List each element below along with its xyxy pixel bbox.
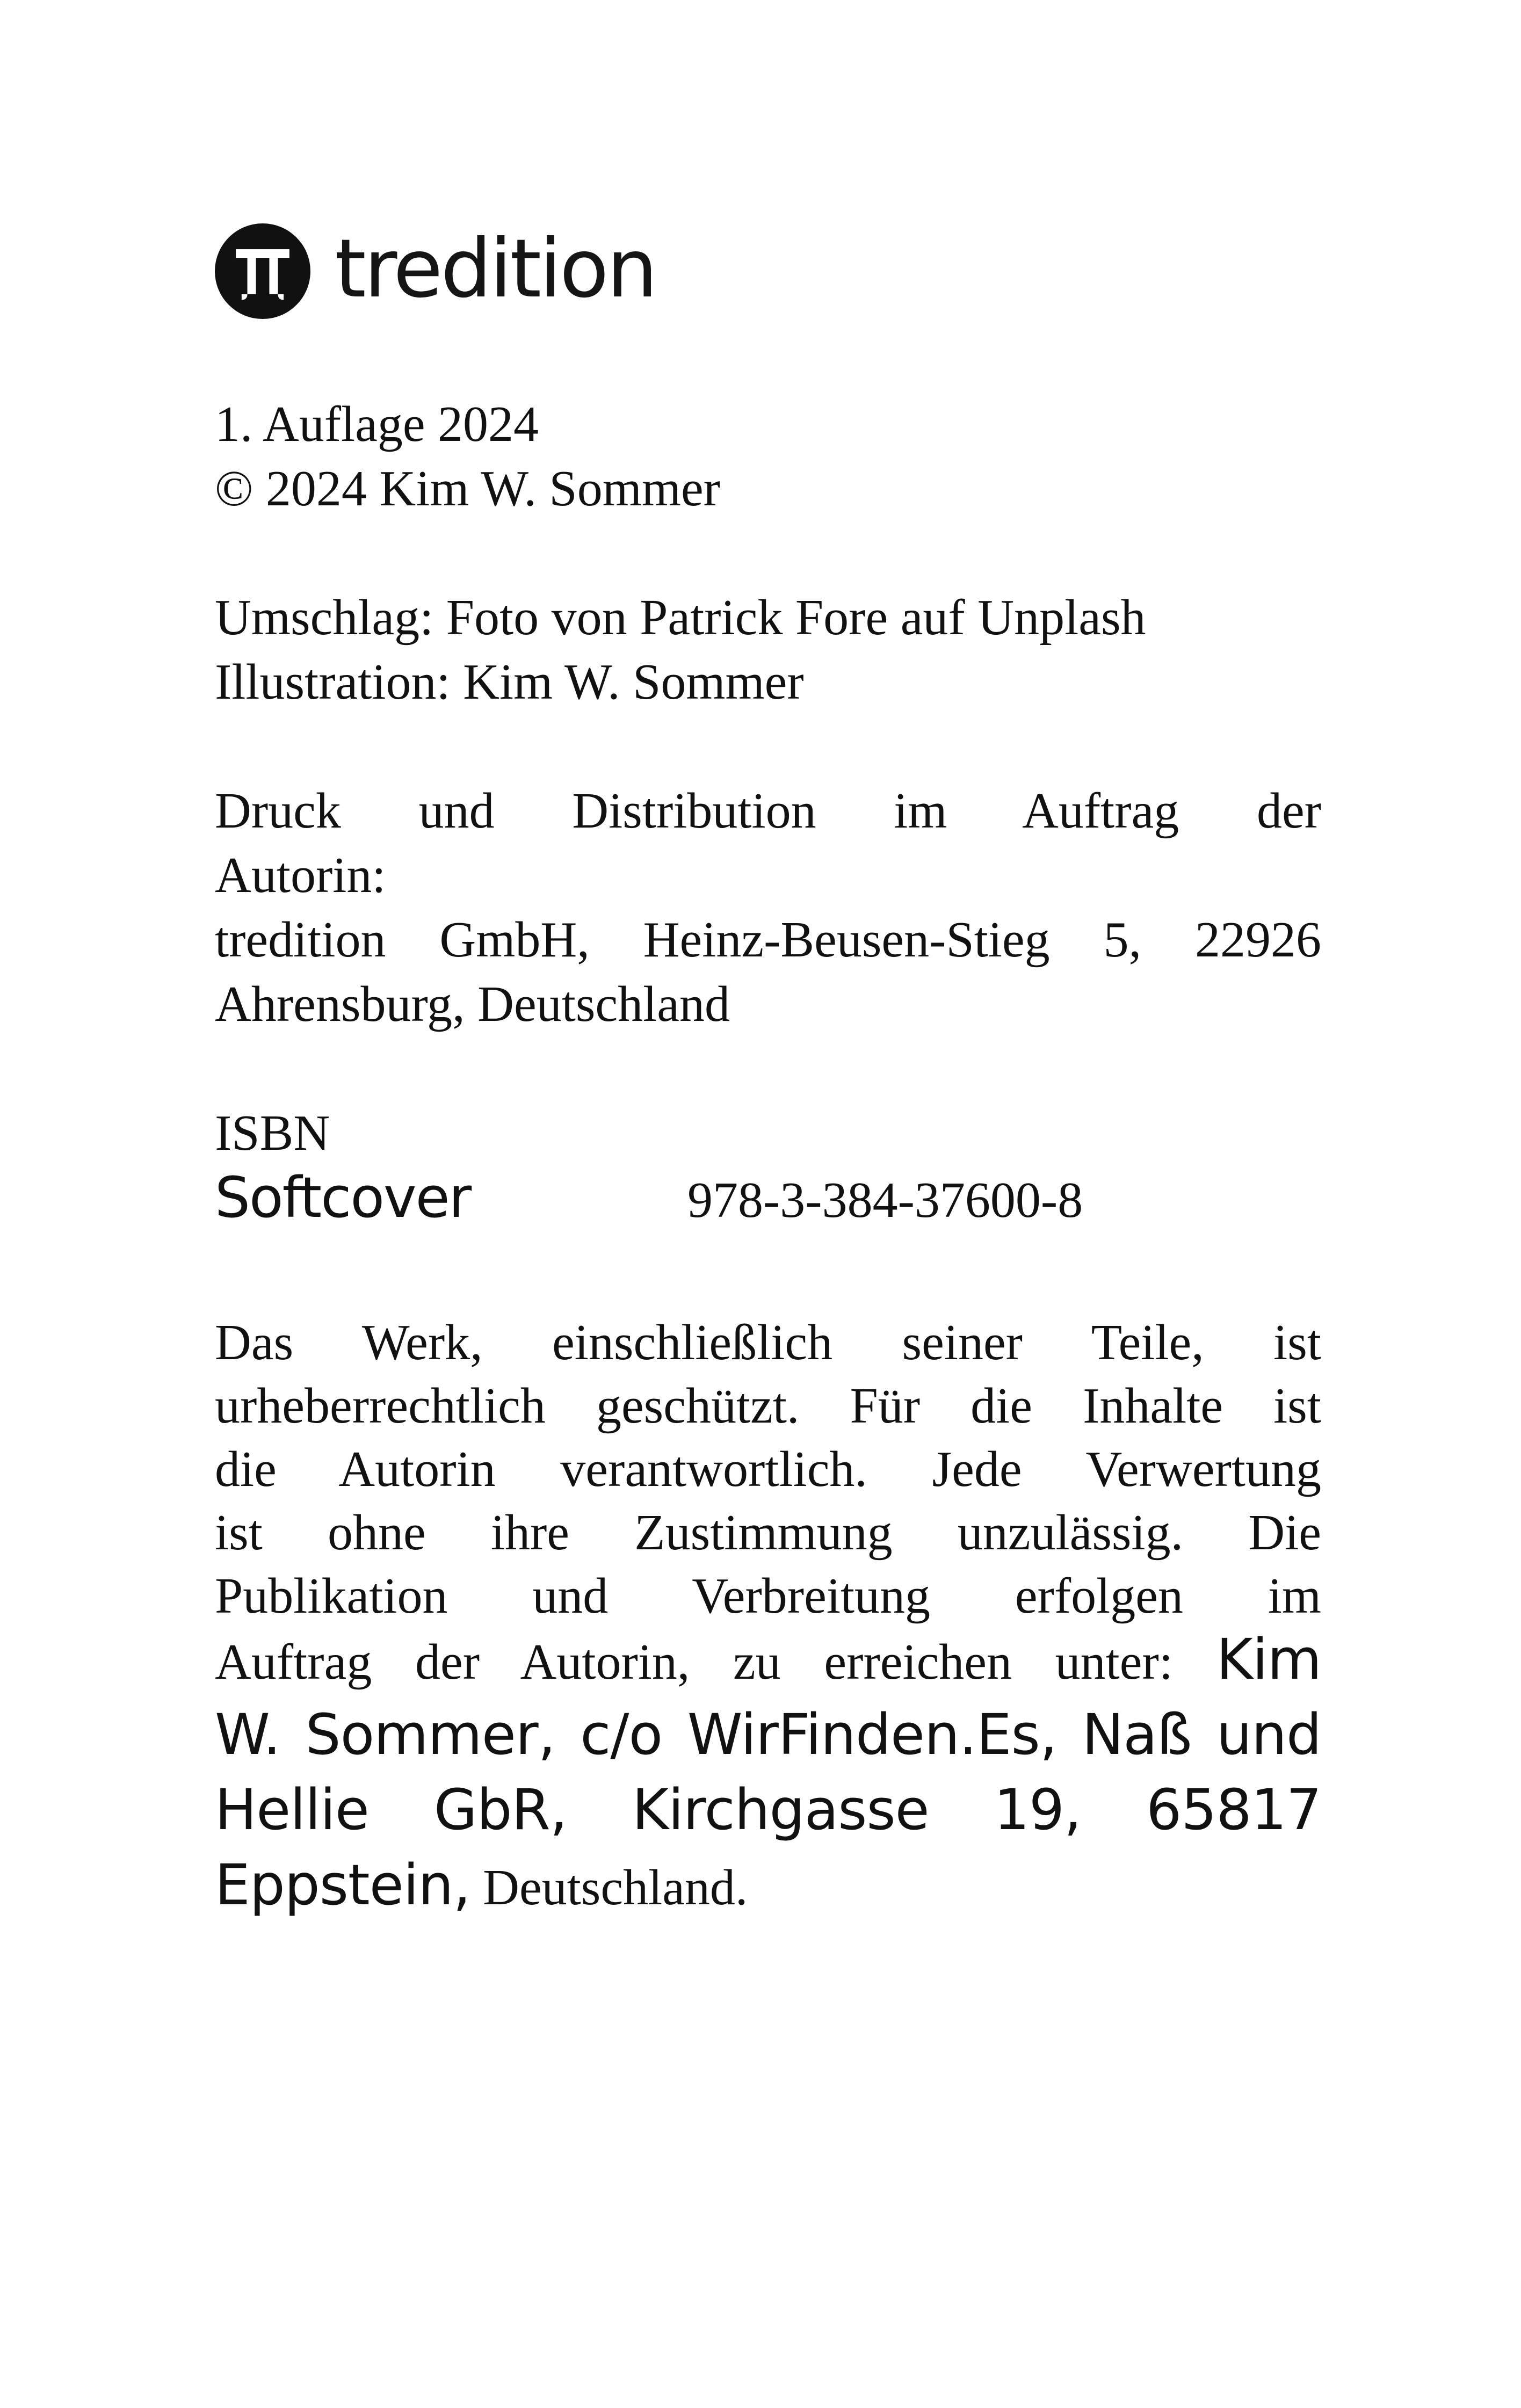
legal-line: ist ohne ihre Zustimmung unzulässig. Die [215, 1505, 1321, 1561]
isbn-format: Softcover [215, 1165, 471, 1230]
publisher-logo [215, 223, 656, 320]
distribution-line: Autorin: [215, 847, 386, 903]
cover-credit: Umschlag: Foto von Patrick Fore auf Unplash [215, 590, 1146, 645]
publisher-wordmark: tredition [335, 222, 656, 316]
legal-line: Publikation und Verbreitung erfolgen im [215, 1568, 1321, 1624]
edition-block [215, 392, 1321, 521]
address-country: Deutschland. [470, 1860, 748, 1916]
legal-notice [215, 1310, 1321, 1928]
isbn-row [215, 1165, 1321, 1232]
isbn-heading: ISBN [215, 1105, 330, 1161]
legal-text: Auftrag der Autorin, zu erreichen unter: [215, 1634, 1216, 1690]
distribution-line: tredition GmbH, Heinz-Beusen-Stieg 5, 22926 [215, 912, 1321, 968]
isbn-block [215, 1101, 1321, 1232]
illustration-credit: Illustration: Kim W. Sommer [215, 654, 804, 710]
legal-address-line [215, 1853, 1321, 1928]
legal-line: Das Werk, einschließlich seiner Teile, ist [215, 1315, 1321, 1370]
edition-line: 1. Auflage 2024 [215, 396, 539, 452]
legal-address-line: W. Sommer, c/o WirFinden.Es, Naß und [215, 1702, 1321, 1767]
legal-line [215, 1627, 1321, 1702]
legal-line: die Autorin verantwortlich. Jede Verwertung [215, 1441, 1321, 1497]
distribution-block [215, 779, 1321, 1036]
distribution-line: Druck und Distribution im Auftrag der [215, 783, 1321, 839]
distribution-line: Ahrensburg, Deutschland [215, 976, 730, 1032]
legal-line: urheberrechtlich geschützt. Für die Inhalte ist [215, 1378, 1321, 1434]
isbn-number: 978-3-384-37600-8 [687, 1172, 1083, 1228]
copyright-line: © 2024 Kim W. Sommer [215, 461, 720, 517]
address-name: Kim [1216, 1627, 1321, 1692]
legal-address-line: Hellie GbR, Kirchgasse 19, 65817 [215, 1777, 1321, 1843]
address-city: Eppstein, [215, 1852, 470, 1918]
tredition-logo-icon [215, 223, 310, 319]
credits-block [215, 585, 1321, 714]
